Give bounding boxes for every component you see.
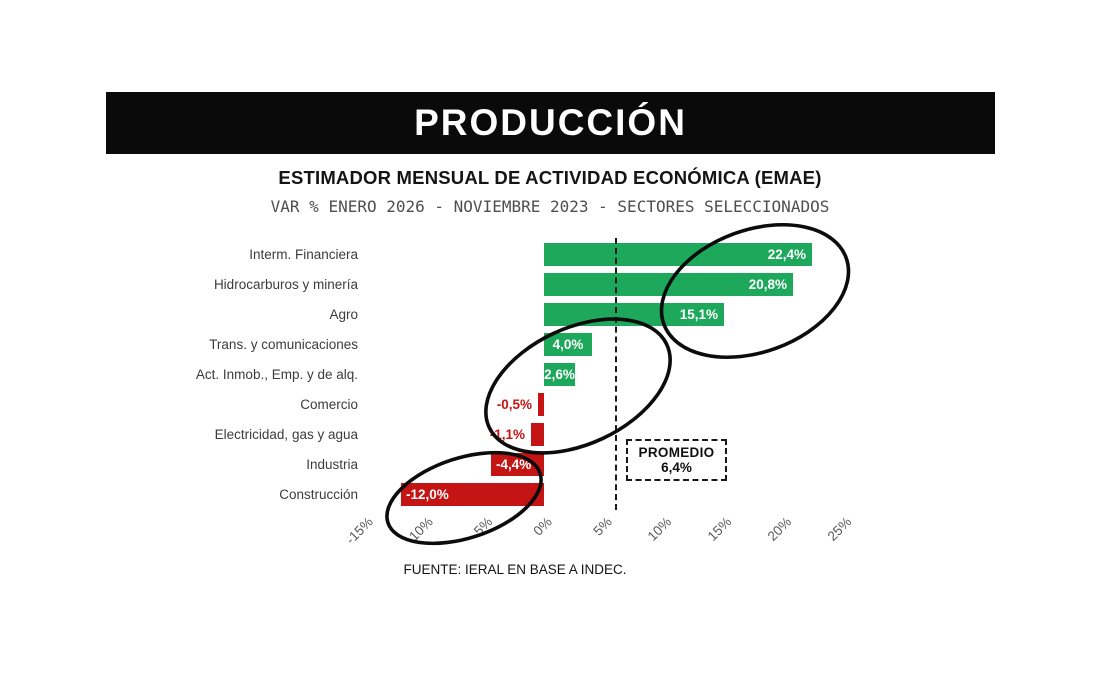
chart-row — [0, 243, 1100, 266]
category-label: Act. Inmob., Emp. y de alq. — [195, 367, 358, 382]
category-label: Construcción — [279, 487, 358, 502]
category-label: Trans. y comunicaciones — [209, 337, 358, 352]
chart-row — [0, 483, 1100, 506]
chart-row — [0, 273, 1100, 296]
bar-chart-plot — [0, 243, 1100, 509]
chart-row — [0, 453, 1100, 476]
negative-bar — [538, 393, 544, 416]
value-label: -1,1% — [489, 427, 525, 442]
source-note: FUENTE: IERAL EN BASE A INDEC. — [403, 562, 627, 577]
average-box — [626, 439, 727, 481]
value-label: -4,4% — [496, 457, 532, 472]
value-label: 22,4% — [767, 247, 806, 262]
x-tick-label: -15% — [343, 514, 377, 548]
page-title: PRODUCCIÓN — [414, 102, 687, 143]
average-dashed-line — [615, 238, 617, 510]
x-tick-label: -5% — [467, 514, 496, 542]
x-tick-label: 15% — [704, 514, 735, 544]
negative-bar — [531, 423, 544, 446]
x-tick-label: -10% — [402, 514, 436, 548]
average-box-label: PROMEDIO — [638, 445, 715, 460]
header-bar — [106, 92, 995, 154]
chart-row — [0, 393, 1100, 416]
value-label: 15,1% — [679, 307, 718, 322]
chart-row — [0, 363, 1100, 386]
x-tick-label: 0% — [530, 514, 556, 539]
category-label: Interm. Financiera — [249, 247, 358, 262]
x-tick-label: 10% — [645, 514, 675, 544]
value-label: 2,6% — [544, 367, 575, 382]
chart-row — [0, 303, 1100, 326]
chart-row — [0, 423, 1100, 446]
category-label: Electricidad, gas y agua — [214, 427, 358, 442]
chart-subtitle: VAR % ENERO 2026 - NOVIEMBRE 2023 - SECTORES SELECCIONADOS — [270, 197, 830, 216]
x-tick-label: 25% — [824, 514, 855, 544]
negative-bar — [491, 453, 544, 476]
category-label: Comercio — [300, 397, 358, 412]
value-label: -0,5% — [496, 397, 532, 412]
negative-bar — [401, 483, 544, 506]
positive-bar — [544, 363, 575, 386]
positive-bar — [544, 273, 793, 296]
value-label: 4,0% — [552, 337, 584, 352]
positive-bar — [544, 243, 812, 266]
value-label: -12,0% — [406, 487, 449, 502]
x-tick-label: 5% — [590, 514, 616, 539]
category-label: Industria — [306, 457, 358, 472]
positive-bar — [544, 303, 724, 326]
category-label: Hidrocarburos y minería — [213, 277, 358, 292]
category-label: Agro — [329, 307, 358, 322]
chart-row — [0, 333, 1100, 356]
value-label: 20,8% — [748, 277, 787, 292]
average-box-value: 6,4% — [661, 460, 692, 475]
chart-title: ESTIMADOR MENSUAL DE ACTIVIDAD ECONÓMICA (EMAE) — [278, 167, 822, 188]
positive-bar — [544, 333, 592, 356]
x-tick-label: 20% — [764, 514, 795, 544]
